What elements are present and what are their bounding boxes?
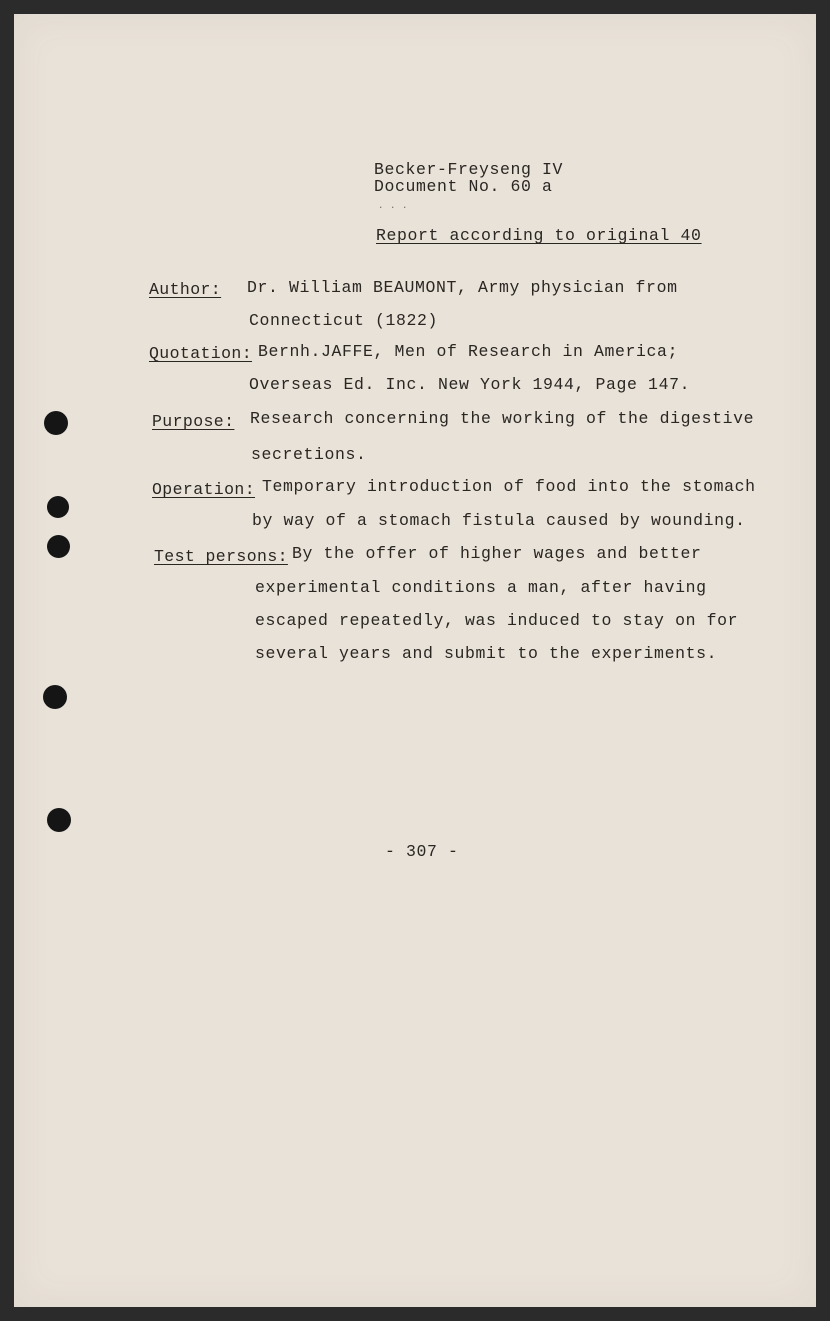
author-line-2: Connecticut (1822): [249, 311, 439, 330]
author-line-1: Dr. William BEAUMONT, Army physician from: [247, 278, 678, 297]
page-number: - 307 -: [385, 842, 459, 861]
purpose-line-2: secretions.: [251, 445, 367, 464]
test-persons-line-2: experimental conditions a man, after having: [255, 578, 707, 597]
test-persons-label: Test persons:: [154, 547, 288, 566]
punch-hole: [47, 496, 69, 518]
operation-line-1: Temporary introduction of food into the stomach: [262, 477, 756, 496]
author-label: Author:: [149, 280, 222, 299]
punch-hole: [47, 535, 70, 558]
operation-line-2: by way of a stomach fistula caused by wounding.: [252, 511, 746, 530]
header-line-2: Document No. 60 a: [374, 177, 553, 196]
test-persons-line-4: several years and submit to the experiments.: [255, 644, 718, 663]
stray-marks: · · ·: [378, 203, 409, 213]
punch-hole: [44, 411, 68, 435]
punch-hole: [47, 808, 71, 832]
test-persons-line-3: escaped repeatedly, was induced to stay on for: [255, 611, 739, 630]
quotation-label: Quotation:: [149, 344, 253, 363]
purpose-label: Purpose:: [152, 412, 235, 431]
punch-hole: [43, 685, 67, 709]
test-persons-line-1: By the offer of higher wages and better: [292, 544, 702, 563]
header-line-1: Becker-Freyseng IV: [374, 160, 564, 179]
operation-label: Operation:: [152, 480, 256, 499]
purpose-line-1: Research concerning the working of the digestive: [250, 409, 755, 428]
quotation-line-1: Bernh.JAFFE, Men of Research in America;: [258, 342, 679, 361]
report-title: Report according to original 40: [376, 226, 702, 245]
quotation-line-2: Overseas Ed. Inc. New York 1944, Page 147.: [249, 375, 691, 394]
